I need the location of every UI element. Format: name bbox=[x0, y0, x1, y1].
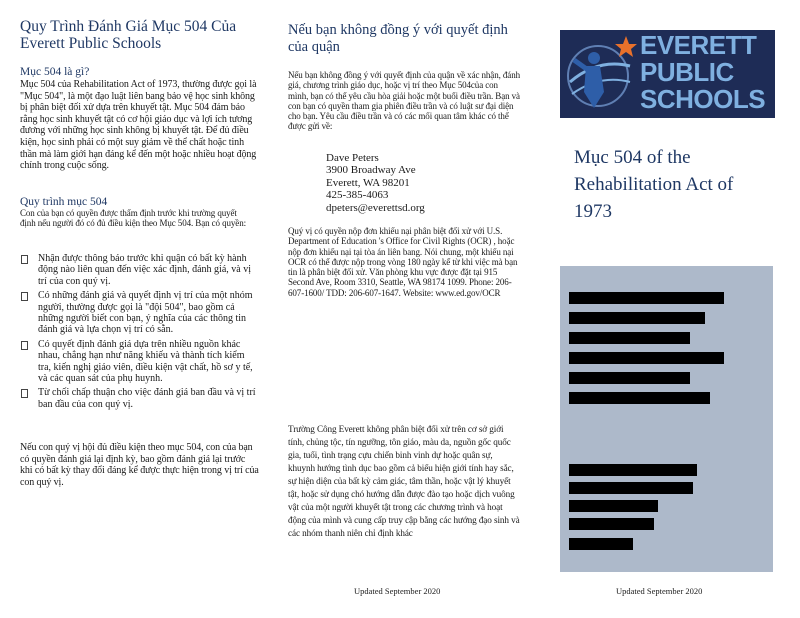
disagree-heading: Nếu bạn không đồng ý với quyết định của quận bbox=[288, 22, 508, 55]
list-item-text: Từ chối chấp thuận cho việc đánh giá ban đầu và vị trí ban đầu của con quý vị. bbox=[38, 387, 256, 410]
list-item-text: Nhận được thông báo trước khi quận có bất kỳ hành động nào liên quan đến việc xác định, đánh giá, và vị trí của con quý vị. bbox=[38, 253, 251, 287]
bullet-box-icon bbox=[21, 292, 28, 301]
redacted-content-panel bbox=[560, 266, 773, 572]
list-item bbox=[20, 387, 260, 410]
list-item bbox=[20, 290, 260, 336]
contact-address bbox=[326, 152, 425, 214]
contact-city: Everett, WA 98201 bbox=[326, 176, 410, 189]
district-logo bbox=[560, 30, 775, 118]
logo-line-1: EVERETT bbox=[640, 30, 757, 60]
bullet-box-icon bbox=[21, 341, 28, 350]
logo-line-2: PUBLIC bbox=[640, 57, 734, 87]
bullet-box-icon bbox=[21, 255, 28, 264]
redaction-bar bbox=[569, 292, 724, 304]
section-heading-504-process: Quy trình mục 504 bbox=[20, 196, 108, 208]
list-item bbox=[20, 339, 260, 385]
disagree-paragraph: Nếu bạn không đồng ý với quyết định của quận về xác nhận, đánh giá, chương trình giáo dục, hoặc vị trí theo Mục 504của con mình, bạn có thể yêu cầu hòa giải hoặc một buổi điều trần. Bạn và con bạn có quyền tham gia phiên điều trần và có luật sư đại diện cho bạn. Yêu cầu điều trần và có các mối quan tâm khác có thể được gửi về: bbox=[288, 70, 521, 132]
nondiscrimination-statement: Trường Công Everett không phân biệt đối xử trên cơ sở giới tính, chủng tộc, tín ngưỡng, tôn giáo, màu da, nguồn gốc quốc gia, tuổi, tình trạng cựu chiến binh vinh dự hoặc quân sự, khuynh hướng tình dục bao gồm cả biểu hiện giới tính hay sắc, sự hiện diện của bất kỳ cảm giác, tâm thần, hoặc vật lý khuyết tật, hoặc sử dụng chó hướng dẫn được đào tạo hoặc dịch vuông vật của một người khuyết tật trong các chương trình và hoạt động của mình và cung cấp truy cập bằng các hướng đạo sinh và các nhóm thanh niên chỉ định khác bbox=[288, 424, 520, 538]
redaction-bar bbox=[569, 312, 705, 324]
redaction-bar bbox=[569, 500, 658, 512]
redaction-bar bbox=[569, 332, 690, 344]
redaction-bar bbox=[569, 482, 693, 494]
rights-list bbox=[20, 253, 260, 413]
section-heading-what-is-504: Mục 504 là gì? bbox=[20, 66, 90, 78]
brochure-title: Mục 504 of the Rehabilitation Act of 1973 bbox=[574, 147, 734, 222]
redaction-bar bbox=[569, 464, 697, 476]
section-footer-re-evaluation: Nếu con quý vị hội đủ điều kiện theo mục 504, con của bạn có quyền đánh giá lại định kỳ, bao gồm đánh giá lại trước khi có bất kỳ thay đổi đáng kể được thực hiện trong vị trí của con quý vị. bbox=[20, 442, 259, 488]
updated-date: Updated September 2020 bbox=[354, 586, 441, 596]
section-intro-504-process: Con của bạn có quyền được thẩm định trước khi trường quyết định nếu người đó có đủ điều kiện theo Mục 504. Bạn có quyền: bbox=[20, 208, 246, 229]
contact-email[interactable]: dpeters@everettsd.org bbox=[326, 201, 425, 214]
list-item-text: Có quyết định đánh giá dựa trên nhiều nguồn khác nhau, chẳng hạn như năng khiếu và thành tích kiểm tra, kiến nghị giáo viên, điều kiện vật chất, hồ sơ y tế, và các quan sát của phụ huynh. bbox=[38, 338, 253, 385]
ocr-complaint-paragraph: Quý vị có quyền nộp đơn khiếu nại phân biệt đối xử với U.S. Department of Education 's Office for Civil Rights (OCR) , hoặc nộp đơn khiếu nại tại tòa án liên bang. Nói chung, một khiếu nại OCR có thể được nộp trong vòng 180 ngày kể từ khi việc mà bạn tin là phân biệt đối xử. Văn phòng khu vực được đặt tại 915 Second Ave, Room 3310, Seattle, WA 98174 1099. Phone: 206-607-1600/ TDD: 206-607-1647. Website: www.ed.gov/OCR bbox=[288, 226, 518, 298]
contact-street: 3900 Broadway Ave bbox=[326, 164, 416, 177]
redaction-bar bbox=[569, 392, 710, 404]
updated-date: Updated September 2020 bbox=[616, 586, 703, 596]
list-item bbox=[20, 253, 260, 287]
logo-line-3: SCHOOLS bbox=[640, 84, 766, 114]
redaction-bar bbox=[569, 538, 633, 550]
redaction-bar bbox=[569, 518, 654, 530]
logo-wordmark bbox=[640, 32, 765, 113]
section-body-what-is-504: Mục 504 của Rehabilitation Act of 1973, thường được gọi là "Mục 504", là một đạo luật liên bang bảo vệ học sinh không bị phân biệt đối xử dựa trên khuyết tật. Mục 504 đảm bảo rằng học sinh khuyết tật có cơ hội giáo dục và lợi ích tương đương với những học sinh không bị khuyết tật. Để đủ điều kiện, học sinh phải có một suy giảm về thể chất hoặc tinh thần mà làm giới hạn đáng kể đến một hoặc nhiều hoạt động chính trong cuộc sống. bbox=[20, 79, 257, 172]
redaction-bar bbox=[569, 372, 690, 384]
contact-name: Dave Peters bbox=[326, 152, 379, 164]
bullet-box-icon bbox=[21, 389, 28, 398]
contact-phone: 425-385-4063 bbox=[326, 189, 389, 202]
redaction-bar bbox=[569, 352, 724, 364]
page-title: Quy Trình Đánh Giá Mục 504 Của Everett Public Schools bbox=[20, 18, 237, 52]
list-item-text: Có những đánh giá và quyết định vị trí của một nhóm người, thường được gọi là "đội 504", bao gồm cả những người biết con bạn, ý nghĩa của các thông tin đánh giá và lựa chọn vị trí có sẵn. bbox=[38, 290, 253, 336]
